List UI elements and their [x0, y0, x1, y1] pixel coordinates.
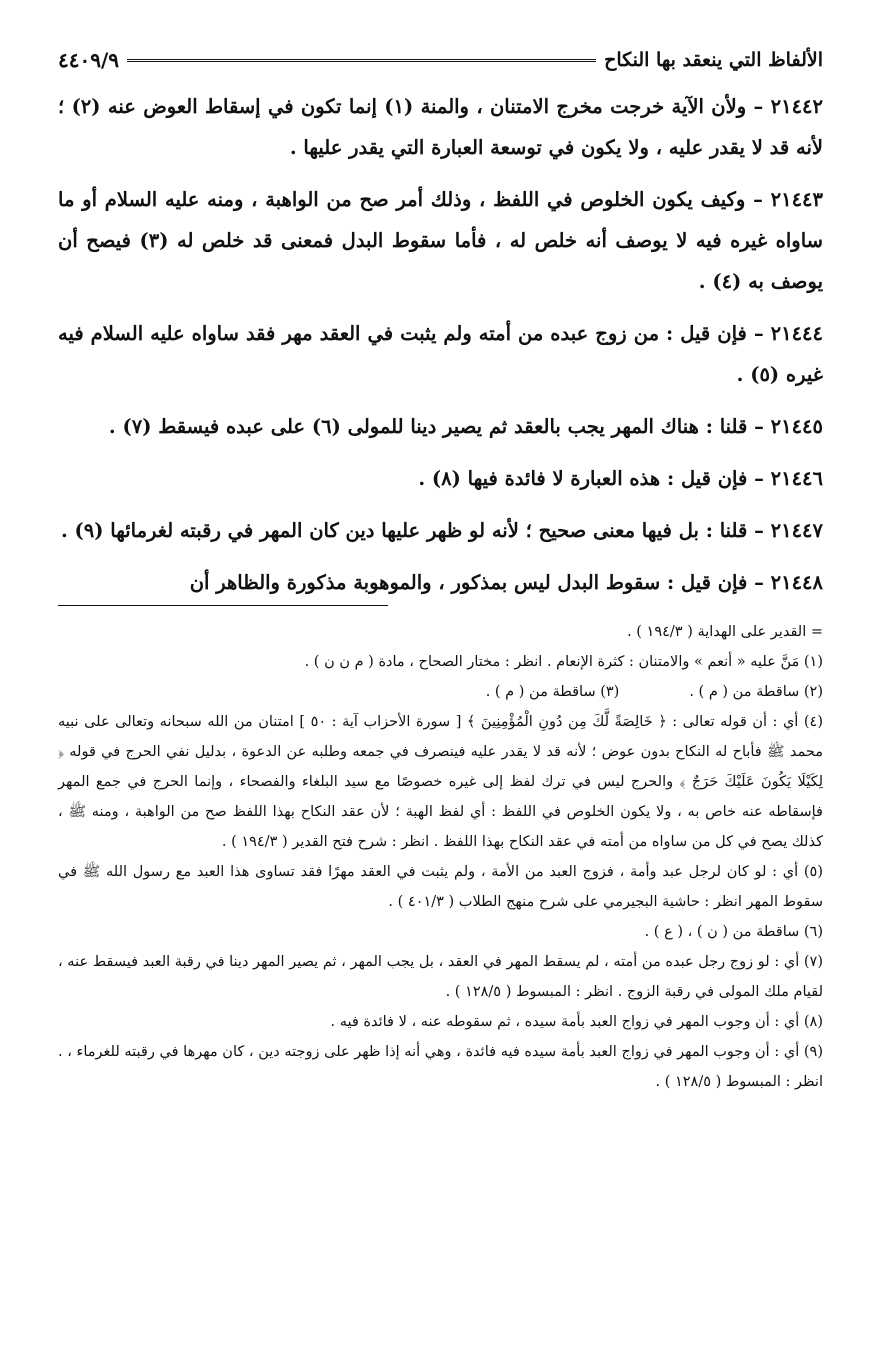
footnote-divider [58, 605, 388, 606]
paragraph-number: ٢١٤٤٧ [770, 519, 823, 542]
paragraph-number: ٢١٤٤٦ [770, 467, 823, 490]
paragraph-number: ٢١٤٤٨ [770, 571, 823, 594]
paragraph-number: ٢١٤٤٥ [770, 415, 823, 438]
footnote-9: (٩) أي : أن وجوب المهر في زواج العبد بأمة سيده فيه فائدة ، وهي أنه إذا ظهر على زوجته دين ، كان مهرها في رقبته للغرماء ، . انظر : المبسوط ( ١٢٨/٥ ) . [58, 1044, 823, 1090]
paragraph-21447 [58, 510, 823, 551]
footnote-6: (٦) ساقطة من ( ن ) ، ( ع ) . [644, 924, 823, 940]
main-text [58, 86, 823, 603]
paragraph-21448 [58, 562, 823, 603]
paragraph-text: – فإن قيل : هذه العبارة لا فائدة فيها (٨) . [418, 467, 771, 490]
book-page [58, 40, 823, 1097]
paragraph-text: – فإن قيل : من زوج عبده من أمته ولم يثبت في العقد مهر فقد ساواه عليه السلام فيه غيره (٥) . [58, 322, 823, 386]
paragraph-text: – وكيف يكون الخلوص في اللفظ ، وذلك أمر صح من الواهبة ، ومنه عليه السلام أو ما ساواه غيره فيه لا يوصف أنه خلص له ، فأما سقوط البدل فمعنى قد خلص له (٣) فيصح أن يوصف به (٤) . [58, 188, 823, 293]
paragraph-21442 [58, 86, 823, 168]
chapter-title: الألفاظ التي ينعقد بها النكاح [604, 49, 823, 71]
paragraph-text: – قلنا : هناك المهر يجب بالعقد ثم يصير دينا للمولى (٦) على عبده فيسقط (٧) . [108, 415, 771, 438]
footnotes-2-3 [58, 677, 823, 707]
running-header [58, 40, 823, 80]
paragraph-21445 [58, 406, 823, 447]
paragraph-text: – ولأن الآية خرجت مخرج الامتنان ، والمنة (١) إنما تكون في إسقاط العوض عنه (٢) ؛ لأنه قد لا يقدر عليه ، ولا يكون في توسعة العبارة التي يقدر عليها . [58, 95, 823, 159]
footnotes [58, 617, 823, 1097]
paragraph-21446 [58, 458, 823, 499]
paragraph-number: ٢١٤٤٤ [770, 322, 823, 345]
header-rule [127, 59, 596, 62]
paragraph-21443 [58, 179, 823, 302]
footnote-5: (٥) أي : لو كان لرجل عبد وأمة ، فزوج العبد من الأمة ، ولم يثبت في العقد مهرًا فقد تساوى هذا العبد مع رسول الله ﷺ في سقوط المهر انظر : حاشية البجيرمي على شرح منهج الطلاب ( ٤٠١/٣ ) . [58, 864, 823, 910]
footnote-2: (٢) ساقطة من ( م ) . [689, 684, 823, 700]
footnote-continued: = القدير على الهداية ( ١٩٤/٣ ) . [627, 624, 823, 640]
footnote-3: (٣) ساقطة من ( م ) . [485, 684, 620, 700]
footnotes-section [58, 617, 823, 1097]
paragraph-21444 [58, 313, 823, 395]
page-number: ٤٤٠٩/٩ [58, 48, 120, 72]
paragraph-text: – فإن قيل : سقوط البدل ليس بمذكور ، والموهوبة مذكورة والظاهر أن [189, 571, 771, 594]
paragraph-number: ٢١٤٤٣ [770, 188, 823, 211]
footnote-8: (٨) أي : أن وجوب المهر في زواج العبد بأمة سيده ، ثم سقوطه عنه ، لا فائدة فيه . [330, 1014, 823, 1030]
footnote-1: (١) مَنَّ عليه « أنعم » والامتنان : كثرة الإنعام . انظر : مختار الصحاح ، مادة ( م ن ن ) . [304, 654, 823, 670]
footnote-4: (٤) أي : أن قوله تعالى : ﴿ خَالِصَةً لَّكَ مِن دُونِ الْمُؤْمِنِينَ ﴾ [ سورة الأحزاب آية : ٥٠ ] امتنان من الله سبحانه وتعالى على نبيه محمد ﷺ فأباح له النكاح بدون عوض ؛ لأنه قد لا يقدر عليه فينصرف في جمعه وطلبه عن الدعوة ، بدليل نفي الحرج في قوله ﴿ لِكَيْلَا يَكُونَ عَلَيْكَ حَرَجٌ ﴾ والحرج ليس في ترك لفظ إلى غيره خصوصًا مع سيد البلغاء والفصحاء ، وإنما الحرج في جمع المهر فإسقاطه عنه خاص به ، ولا يكون الخلوص في اللفظ : أي لفظ الهبة ؛ لأن عقد النكاح بهذا اللفظ صح من الواهبة ، ومنه ﷺ ، كذلك يصح في كل من ساواه من أمته في عقد النكاح بهذا اللفظ . انظر : شرح فتح القدير ( ١٩٤/٣ ) . [58, 714, 823, 850]
paragraph-text: – قلنا : بل فيها معنى صحيح ؛ لأنه لو ظهر عليها دين كان المهر في رقبته لغرمائها (٩) . [60, 519, 771, 542]
footnote-7: (٧) أي : لو زوج رجل عبده من أمته ، لم يسقط المهر في العقد ، بل يجب المهر ، ثم يصير المهر دينا في رقبة العبد فيسقط عنه ، لقيام ملك المولى في رقبة الزوج . انظر : المبسوط ( ١٢٨/٥ ) . [58, 954, 823, 1000]
paragraph-number: ٢١٤٤٢ [770, 95, 823, 118]
